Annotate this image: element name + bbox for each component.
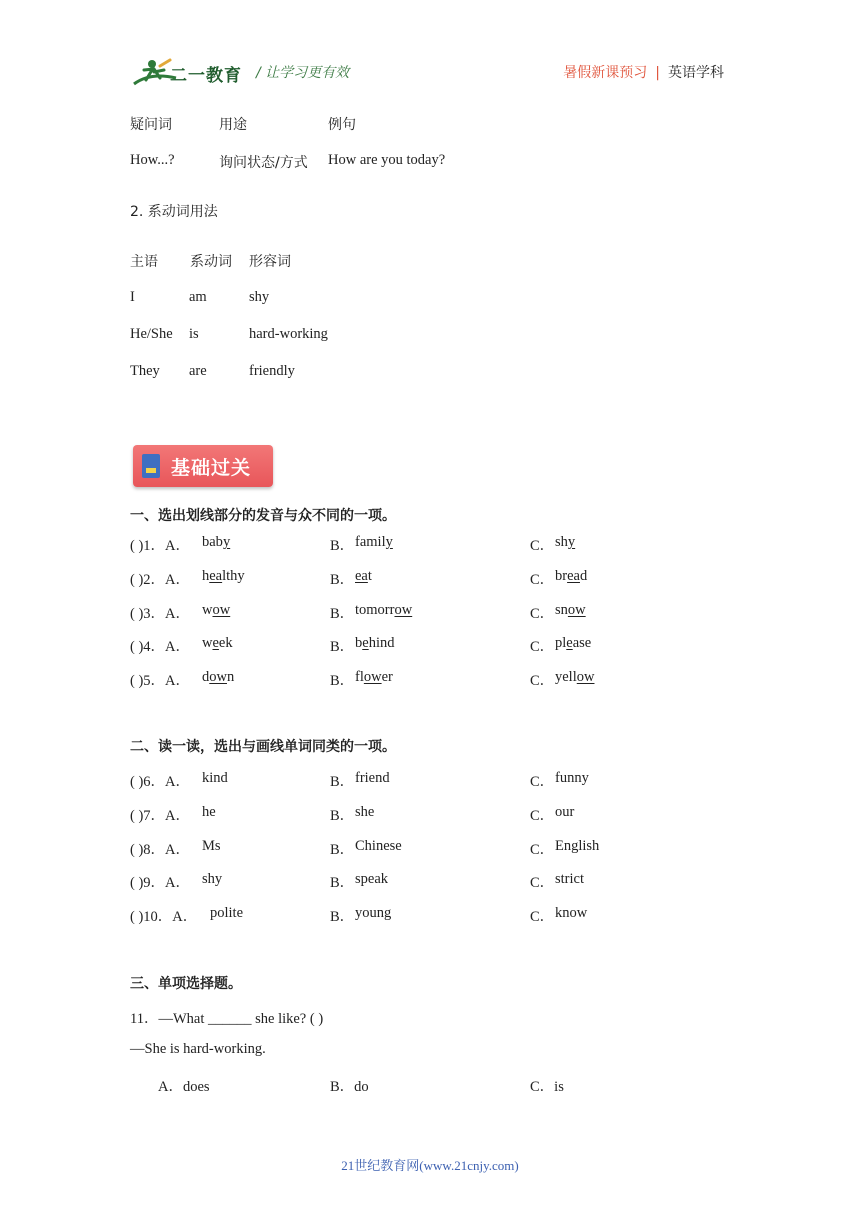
table2-cell: I — [130, 289, 135, 305]
question-number: ( )5．A． — [130, 673, 191, 690]
badge-label: 基础过关 — [171, 457, 252, 479]
table2-cell: They — [130, 363, 160, 379]
table2-header-subject: 主语 — [130, 254, 158, 270]
option-a: A．does — [158, 1079, 210, 1095]
table2-cell: hard-working — [249, 326, 328, 342]
table1-cell-use: 询问状态/方式 — [219, 155, 308, 171]
option-b-word: tomorrow — [355, 601, 413, 618]
option-b-word: young — [355, 905, 392, 922]
part3-title: 三、单项选择题。 — [130, 976, 242, 992]
option-c-label: C． — [530, 538, 555, 554]
table1-header-example: 例句 — [328, 117, 356, 133]
option-c-word: strict — [555, 871, 584, 888]
table2-cell: are — [189, 363, 207, 379]
question-number: ( )8．A． — [130, 841, 191, 858]
option-c-word: funny — [555, 770, 589, 786]
table2-cell: friendly — [249, 363, 295, 379]
option-b-label: B． — [330, 807, 355, 824]
subject-name: 英语学科 — [668, 65, 724, 81]
option-c-label: C． — [530, 841, 555, 858]
option-c-word: shy — [555, 534, 576, 550]
question-number: ( )6．A． — [130, 774, 191, 790]
option-c-label: C． — [530, 673, 555, 690]
option-b-label: B． — [330, 909, 355, 926]
option-a-word: kind — [202, 770, 228, 786]
option-c-word: snow — [555, 601, 586, 618]
option-a-word: Ms — [202, 837, 221, 854]
option-c-label: C． — [530, 774, 555, 790]
option-c-label: C． — [530, 807, 555, 824]
option-b: B．do — [330, 1079, 369, 1095]
section-badge — [133, 445, 273, 487]
option-c-word: please — [555, 635, 592, 652]
option-c-label: C． — [530, 875, 555, 892]
course-name: 暑假新课预习 — [563, 65, 648, 81]
option-a-word: baby — [202, 534, 231, 550]
table2-header-adjective: 形容词 — [249, 254, 291, 270]
option-c: C．is — [530, 1079, 564, 1095]
option-b-label: B． — [330, 673, 355, 690]
option-b-word: eat — [355, 567, 372, 584]
option-c-label: C． — [530, 605, 555, 622]
option-b-word: flower — [355, 669, 393, 686]
part1-title: 一、选出划线部分的发音与众不同的一项。 — [130, 508, 396, 524]
option-c-word: English — [555, 837, 600, 854]
option-c-word: yellow — [555, 669, 595, 686]
table1-header-use: 用途 — [219, 117, 247, 133]
table2-header-verb: 系动词 — [190, 254, 232, 270]
table1-header-word: 疑问词 — [130, 117, 172, 133]
option-c-word: know — [555, 905, 588, 922]
question-number: ( )4．A． — [130, 639, 191, 656]
option-b-word: friend — [355, 770, 390, 786]
option-a-word: wow — [202, 601, 231, 618]
option-b-label: B． — [330, 639, 355, 656]
option-b-word: behind — [355, 635, 395, 652]
table2-cell: am — [189, 289, 207, 305]
question-number: ( )7．A． — [130, 807, 191, 824]
option-a-word: shy — [202, 871, 223, 888]
option-b-word: she — [355, 803, 375, 820]
question-number: ( )2．A． — [130, 571, 191, 588]
question-11: 11．—What ______ she like? ( ) — [130, 1011, 324, 1027]
table2-cell: He/She — [130, 326, 173, 342]
book-icon — [142, 454, 160, 478]
section2-title: 2. 系动词用法 — [130, 204, 218, 220]
option-b-label: B． — [330, 774, 355, 790]
part2-title: 二、读一读，选出与画线单词同类的一项。 — [130, 739, 396, 755]
table2-cell: is — [189, 326, 199, 342]
option-b-label: B． — [330, 841, 355, 858]
header-separator: | — [655, 65, 660, 81]
option-c-label: C． — [530, 639, 555, 656]
option-a-word: healthy — [202, 567, 245, 584]
table1-cell-example: How are you today? — [328, 152, 446, 168]
option-b-label: B． — [330, 605, 355, 622]
option-b-word: family — [355, 534, 393, 550]
option-a-word: week — [202, 635, 233, 652]
header-right — [563, 62, 724, 82]
logo-text: 二一教育 — [170, 66, 242, 86]
option-b-word: speak — [355, 871, 389, 888]
option-c-label: C． — [530, 571, 555, 588]
option-c-word: our — [555, 803, 575, 820]
question-number: ( )10．A． — [130, 909, 198, 926]
slogan: / 让学习更有效 — [256, 65, 350, 81]
page-footer: 21世纪教育网(www.21cnjy.com) — [341, 1158, 519, 1173]
option-a-word: down — [202, 669, 235, 686]
option-b-word: Chinese — [355, 837, 402, 854]
option-a-word: he — [202, 803, 216, 820]
page-header — [130, 56, 730, 90]
table1-cell-word: How...? — [130, 152, 175, 168]
table2-cell: shy — [249, 289, 270, 305]
option-c-word: bread — [555, 567, 588, 584]
question-number: ( )1．A． — [130, 538, 191, 554]
question-number: ( )3．A． — [130, 605, 191, 622]
option-b-label: B． — [330, 875, 355, 892]
question-11-response: —She is hard-working. — [130, 1041, 266, 1057]
option-b-label: B． — [330, 538, 355, 554]
option-a-word: polite — [210, 905, 244, 922]
option-c-label: C． — [530, 909, 555, 926]
question-number: ( )9．A． — [130, 875, 191, 892]
option-b-label: B． — [330, 571, 355, 588]
